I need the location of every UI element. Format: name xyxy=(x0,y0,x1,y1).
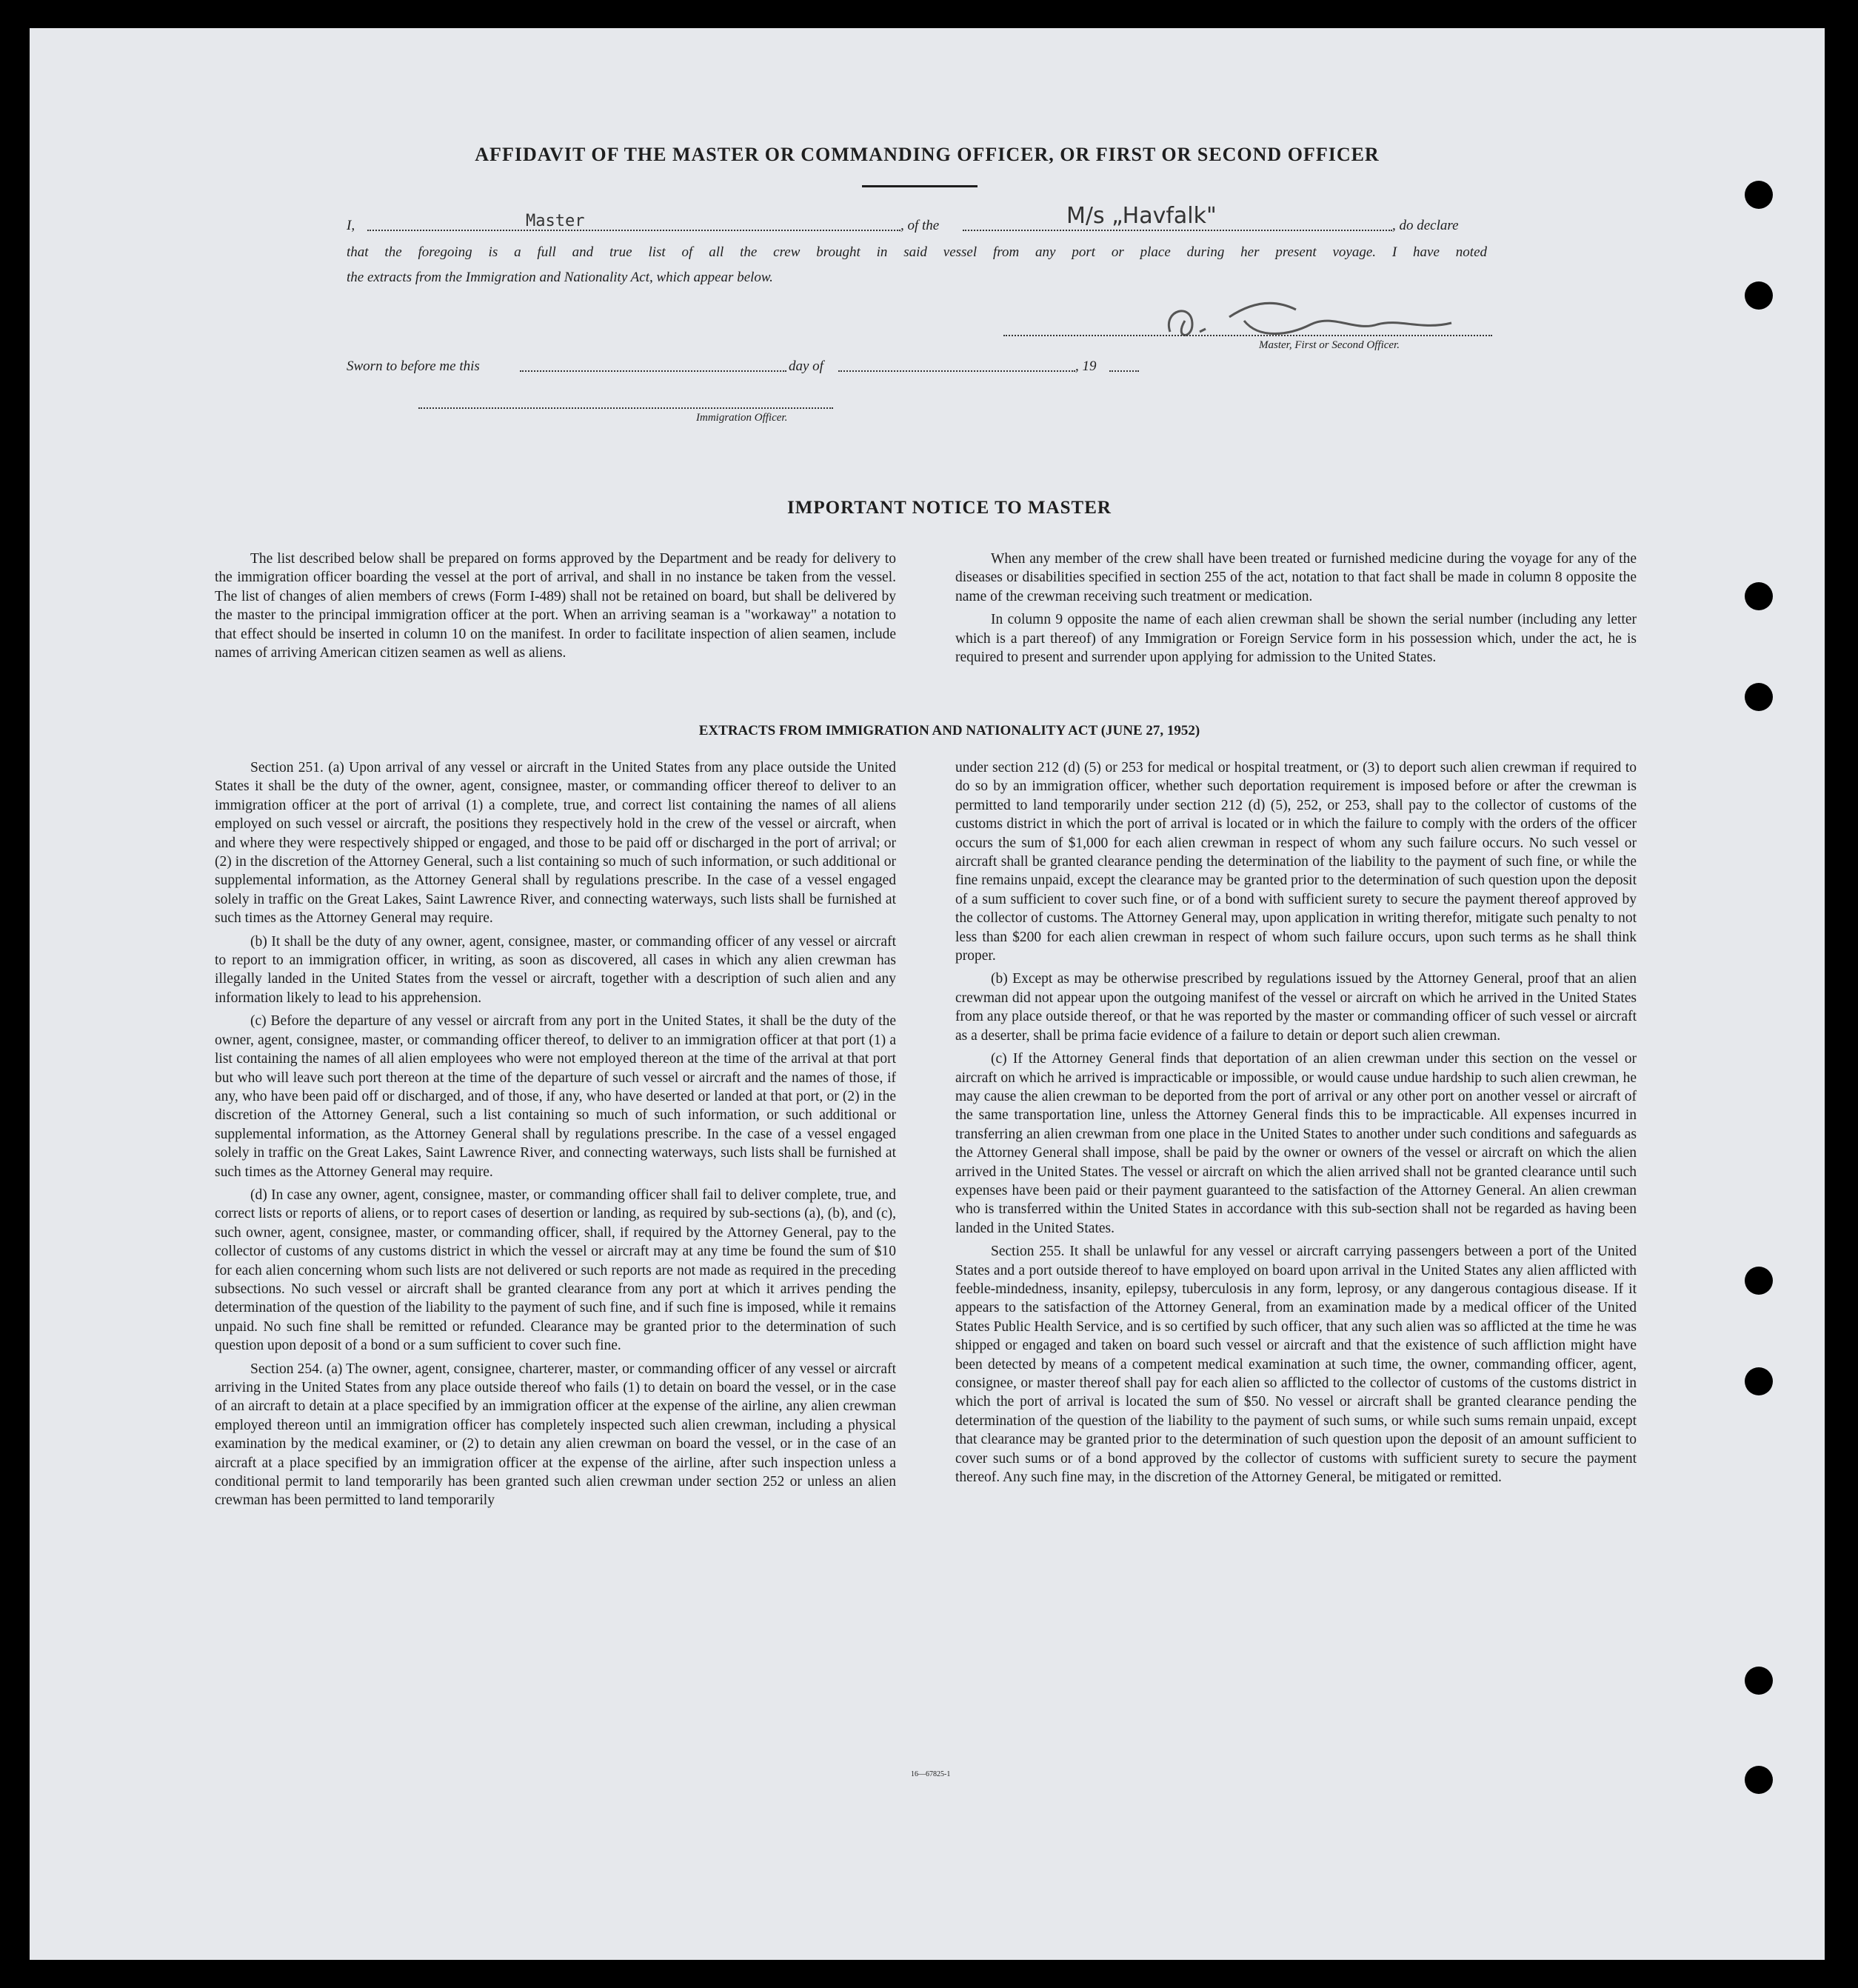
section-paragraph: Section 255. It shall be unlawful for any vessel or aircraft carrying passengers between a port of the United States and a port outside thereof to have employed on board upon arrival in the United States any alien afflicted with feeble-mindedness, insanity, epilepsy, tuberculosis in any form, leprosy, or any dangerous contagious disease. If it appears to the satisfaction of the Attorney General, from an examination made by a medical officer of the United States Public Health Service, and is so certified by such officer, that any such alien was so afflicted at the time he was shipped or engaged and taken on board such vessel or aircraft and that the existence of such affliction might have been detected by means of a competent medical examination at such time, the owner, commanding officer, agent, consignee, or master thereof shall pay for each alien so afflicted to the collector of customs of the customs district in which the port of arrival is located the sum of $50. No vessel or aircraft shall be granted clearance pending the determination of the question of the liability to the payment of such sums, or while such sums remain unpaid, except that clearance may be granted prior to the determination of such question upon the deposit of an amount sufficient to cover such sums or of a bond approved by the collector of customs with sufficient surety to secure the payment thereof. Any such fine may, in the discretion of the Attorney General, be mitigated or remitted. xyxy=(955,1244,1637,1486)
notice-right xyxy=(955,550,1637,671)
vessel-value: M/s „Havfalk" xyxy=(1066,203,1217,229)
punch-hole xyxy=(1745,281,1773,310)
day-of-label: day of xyxy=(789,358,823,374)
document-page xyxy=(30,28,1825,1960)
notice-paragraph: When any member of the crew shall have been treated or furnished medicine during the voyage for any of the diseases or disabilities specified in section 255 of the act, notation to that fact shall be made in column 8 opposite the name of the crewman receiving such treatment or medication. xyxy=(955,551,1637,604)
year-line[interactable] xyxy=(1109,370,1139,372)
sworn-day-line[interactable] xyxy=(520,370,786,372)
notice-heading: IMPORTANT NOTICE TO MASTER xyxy=(787,498,1112,518)
declare-label: , do declare xyxy=(1392,218,1459,233)
affidavit-heading: AFFIDAVIT OF THE MASTER OR COMMANDING OFFICER, OR FIRST OR SECOND OFFICER xyxy=(475,144,1380,165)
section-paragraph: (b) It shall be the duty of any owner, agent, consignee, master, or commanding officer of any vessel or aircraft to report to an immigration officer, in writing, as soon as discovered, all cases in which any alien crewman has illegally landed in the United States from the vessel or aircraft, together with a description of such alien and any information likely to lead to his apprehension. xyxy=(215,933,896,1006)
heading-rule xyxy=(862,185,978,187)
notice-paragraph: In column 9 opposite the name of each alien crewman shall be shown the serial number (including any letter which is a part thereof) of any Immigration or Foreign Service form in his possession which, under the act, he is required to present and surrender upon applying for admission to the United States. xyxy=(955,612,1637,666)
signature-role: Master, First or Second Officer. xyxy=(1259,339,1400,351)
section-paragraph: under section 212 (d) (5) or 253 for medical or hospital treatment, or (3) to deport such alien crewman if required to do so by an immigration officer, whether such deportation requirement is imposed before or after the crewman is permitted to land temporarily under section 212 (d) (5), 252, or 253, shall pay to the collector of customs of the customs district in which the port of arrival is located or in which the failure to comply with the orders of the officer occurs the sum of $1,000 for each alien crewman in respect of whom any such failure occurs. No such vessel or aircraft shall be granted clearance pending the determination of the liability to the payment of such fine, or while the fine remains unpaid, except the clearance may be granted prior to the determination of such question upon the deposit of a sum sufficient to cover such fine, or of a bond with sufficient surety to secure the payment thereof approved by the collector of customs. The Attorney General may, upon application in writing therefor, mitigate such penalty to not less than $200 for each alien crewman in respect of whom such failure occurs, upon such terms as he shall think proper. xyxy=(955,760,1637,964)
section-paragraph: (b) Except as may be otherwise prescribed by regulations issued by the Attorney General, proof that an alien crewman did not appear upon the outgoing manifest of the vessel or aircraft on which he arrived in the United States from any place outside thereof, or that he was reported by the master or commanding officer of such vessel or aircraft as a deserter, shall be prima facie evidence of a failure to detain or deport such alien crewman. xyxy=(955,971,1637,1044)
notice-paragraph: The list described below shall be prepared on forms approved by the Department and be ready for delivery to the immigration officer boarding the vessel at the port of arrival, and shall in no instance be taken from the vessel. The list of changes of alien members of crews (Form I-489) shall not be retained on board, but shall be delivered by the master to the principal immigration officer at the port. When an arriving seaman is a "workaway" a notation to that effect should be inserted in column 10 on the manifest. In order to facilitate inspection of alien seamen, include names of arriving American citizen seamen as well as aliens. xyxy=(215,551,896,661)
form-code: 16—67825-1 xyxy=(911,1770,951,1778)
punch-hole xyxy=(1745,181,1773,209)
statement-line-1: that the foregoing is a full and true list of all the crew brought in said vessel from any port or place during her present voyage. I have noted xyxy=(347,244,1487,260)
extracts-right xyxy=(955,758,1637,1491)
name-line[interactable] xyxy=(367,230,900,231)
officer-line[interactable] xyxy=(418,407,833,409)
section-paragraph: (d) In case any owner, agent, consignee, master, or commanding officer shall fail to deliver complete, true, and correct lists or reports of aliens, or to report cases of desertion or landing, as required by sub-sections (a), (b), and (c), such owner, agent, consignee, master, or commanding officer, shall, if required by the Attorney General, pay to the collector of customs of any customs district in which the vessel or aircraft may at any time be found the sum of $10 for each alien concerning whom such lists are not delivered or such reports are not made as required in the preceding subsections. No such vessel or aircraft shall be granted clearance from any port at which it arrives pending the determination of the question of the liability to the payment of such fine, and if such fine is imposed, while it remains unpaid. No such fine shall be remitted or refunded. Clearance may be granted prior to the determination of such question upon deposit of a bond or a sum sufficient to cover such fine. xyxy=(215,1187,896,1354)
name-value: Master xyxy=(526,212,585,230)
section-paragraph: Section 251. (a) Upon arrival of any vessel or aircraft in the United States from any place outside the United States it shall be the duty of the owner, agent, consignee, master, or commanding officer thereof to deliver to an immigration officer at the port of arrival (1) a complete, true, and correct list containing the names of all aliens employed on such vessel or aircraft, the positions they respectively hold in the crew of the vessel or aircraft, when and where they were respectively shipped or engaged, and those to be paid off or discharged in the port of arrival; or (2) in the discretion of the Attorney General, such a list containing so much of such information, or such additional or supplemental information, as the Attorney General shall by regulations prescribe. In the case of a vessel engaged solely in traffic on the Great Lakes, Saint Lawrence River, and connecting waterways, such lists shall be furnished at such times as the Attorney General may require. xyxy=(215,760,896,927)
year-label: , 19 xyxy=(1075,358,1097,374)
extracts-left xyxy=(215,758,896,1515)
extracts-heading: EXTRACTS FROM IMMIGRATION AND NATIONALITY ACT (JUNE 27, 1952) xyxy=(698,723,1200,738)
punch-hole xyxy=(1745,1667,1773,1695)
statement-line-2: the extracts from the Immigration and Nationality Act, which appear below. xyxy=(347,270,773,285)
punch-hole xyxy=(1745,1766,1773,1794)
section-paragraph: (c) If the Attorney General finds that deportation of an alien crewman under this section on the vessel or aircraft on which he arrived is impracticable or impossible, or would cause undue hardship to such alien crewman, he may cause the alien crewman to be deported from the port of arrival or any other port on another vessel or aircraft of the same transportation line, unless the Attorney General finds this to be impracticable. All expenses incurred in transferring an alien crewman from one place in the United States to another under such conditions and safeguards as the Attorney General shall impose, shall be paid by the owner or owners of the vessel or aircraft on which the alien arrived in the United States. The vessel or aircraft on which the alien arrived shall not be granted clearance until such expenses have been paid or their payment guaranteed to the satisfaction of the Attorney General. An alien crewman who is transferred within the United States in accordance with this sub-section shall not be regarded as having been landed in the United States. xyxy=(955,1051,1637,1236)
i-label: I, xyxy=(347,218,355,233)
section-paragraph: Section 254. (a) The owner, agent, consignee, charterer, master, or commanding officer of any vessel or aircraft arriving in the United States from any place outside thereof who fails (1) to detain on board the vessel, or in the case of an aircraft to detain at a place specified by an immigration officer at the expense of the airline, any alien crewman employed thereon until an immigration officer has completely inspected such alien crewman, including a physical examination by the medical examiner, or (2) to detain any alien crewman on board the vessel, or in the case of an aircraft at a place specified by an immigration officer at the expense of the airline, after such inspection unless a conditional permit to land temporarily has been granted such alien crewman under section 252 or unless an alien crewman has been permitted to land temporarily xyxy=(215,1361,896,1509)
officer-label: Immigration Officer. xyxy=(696,412,788,424)
punch-hole xyxy=(1745,683,1773,711)
section-paragraph: (c) Before the departure of any vessel or aircraft from any port in the United States, it shall be the duty of the owner, agent, consignee, master, or commanding officer thereof, to deliver to an immigration officer at that port (1) a list containing the names of all alien employees who were not employed thereon at the time of the arrival at that port but who will leave such port thereon at the time of the departure of such vessel or aircraft and the names of those, if any, who have been paid off or discharged, and of those, if any, who have deserted or landed at that port, or (2) in the discretion of the Attorney General, such a list containing so much of such information, or such additional or supplemental information, as the Attorney General shall by regulations prescribe. In the case of a vessel engaged solely in traffic on the Great Lakes, Saint Lawrence River, and connecting waterways, such lists shall be furnished at such times as the Attorney General may require. xyxy=(215,1013,896,1180)
sworn-label: Sworn to before me this xyxy=(347,358,480,374)
vessel-line[interactable] xyxy=(963,230,1392,231)
month-line[interactable] xyxy=(838,370,1075,372)
signature-line[interactable] xyxy=(1003,335,1492,336)
punch-hole xyxy=(1745,1267,1773,1295)
notice-left xyxy=(215,550,896,667)
punch-hole xyxy=(1745,1367,1773,1395)
punch-hole xyxy=(1745,582,1773,610)
of-the-label: , of the xyxy=(900,218,940,233)
